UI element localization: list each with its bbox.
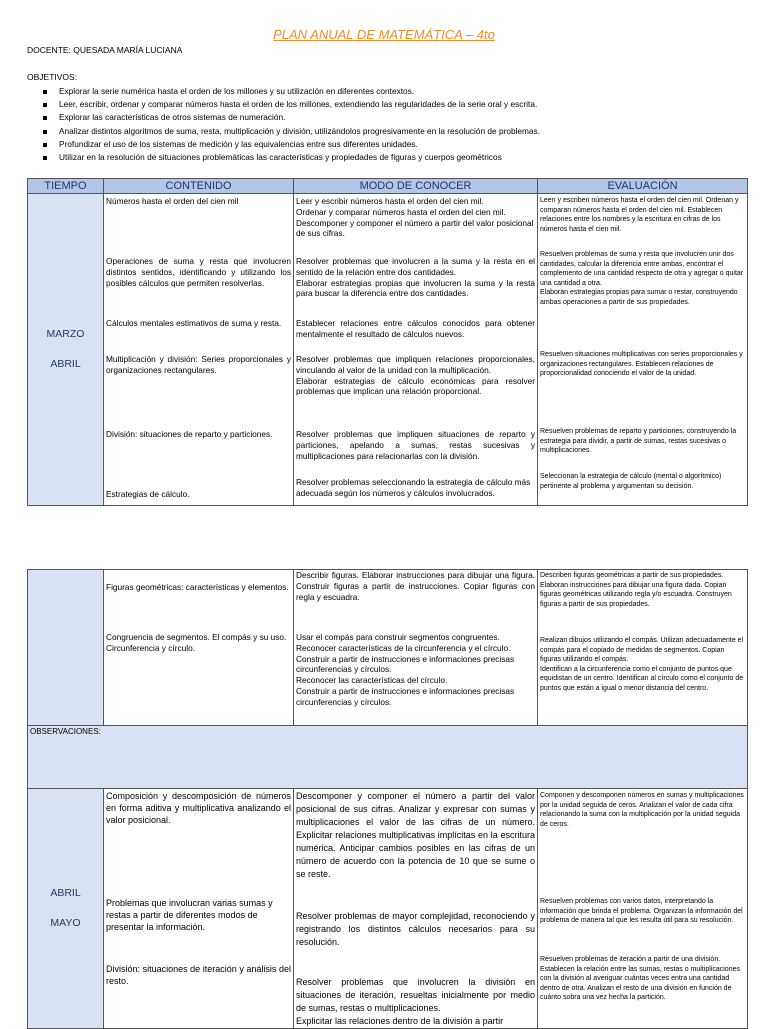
objectives-label: OBJETIVOS: — [27, 72, 78, 82]
modo-item: Resolver problemas seleccionando la estrategia de cálculo más adecuada según los números y cálculos involucrados. — [296, 477, 531, 498]
evaluacion-item: Seleccionan la estrategia de cálculo (mental o algorítmico) pertinente al problema y argumentan su decisión. — [540, 473, 722, 490]
modo-item: Establecer relaciones entre cálculos conocidos para obtener mentalmente el resultado de cálculos nuevos. — [296, 318, 535, 339]
evaluacion-cell — [538, 194, 748, 506]
tiempo-cell — [28, 570, 104, 726]
header-contenido: CONTENIDO — [104, 179, 294, 194]
modo-cell — [294, 194, 538, 506]
modo-item: Resolver problemas de mayor complejidad, reconociendo y registrando los distintos cálculos necesarios para su resolución. — [296, 911, 535, 948]
teacher-name: DOCENTE: QUESADA MARÍA LUCIANA — [27, 45, 183, 55]
header-tiempo: TIEMPO — [28, 179, 104, 194]
contenido-cell — [104, 194, 294, 506]
objective-item: Leer, escribir, ordenar y comparar números hasta el orden de los millones, extendiendo las regularidades de la serie oral y escrita. — [27, 98, 747, 111]
modo-item: Resolver problemas que impliquen relaciones proporcionales, vinculando al valor de la unidad con la multiplicación. Elaborar estrategias de cálculo económicas para resolver problemas que implican una relación proporcional. — [296, 354, 535, 397]
modo-item: Usar el compás para construir segmentos congruentes. Reconocer características de la circunferencia y el círculo. Construir a partir de instrucciones e informaciones precisas circunferencias y círculos. Reconocer las características del círculo. Construir a partir de instrucciones e informaciones precisas circunferencias y círculos. — [296, 632, 515, 707]
evaluacion-item: Resuelven problemas de reparto y particiones, construyendo la estrategia para dividir, a partir de sumas, restas sucesivas o multiplicaciones. — [540, 428, 737, 455]
month-label: ABRIL — [50, 886, 81, 899]
evaluacion-item: Resuelven situaciones multiplicativas con series proporcionales y organizaciones rectangulares. Establecen relaciones de proporcionalidad conociendo el valor de la unidad. — [540, 351, 743, 378]
evaluacion-cell — [538, 570, 748, 726]
contenido-item: División: situaciones de reparto y particiones. — [106, 429, 273, 439]
objective-item: Utilizar en la resolución de situaciones problemáticas las características y propiedades de figuras y cuerpos geométricos — [27, 151, 747, 164]
observaciones-label: OBSERVACIONES: — [30, 727, 101, 736]
modo-item: Describir figuras. Elaborar instrucciones para dibujar una figura. Construir figuras a partir de instrucciones. Copiar figuras con regla y escuadra. — [296, 570, 535, 602]
contenido-item: Números hasta el orden del cien mil — [106, 196, 239, 206]
evaluacion-item: Leen y escriben números hasta el orden del cien mil. Ordenan y comparan números hasta el orden del cien mil. Establecen relaciones entre los nombres y la escritura en cifras de los números hasta el cien mil. — [540, 197, 739, 233]
contenido-item: Operaciones de suma y resta que involucren distintos sentidos, identificando y utilizando los posibles cálculos que permiten resolverlas. — [106, 256, 291, 288]
contenido-item: Estrategias de cálculo. — [106, 489, 190, 499]
evaluacion-item: Componen y descomponen números en sumas y multiplicaciones por la unidad seguida de ceros. Analizan el valor de cada cifra relacionando la suma con la multiplicación por la unidad seguida de ceros. — [540, 792, 744, 828]
objective-item: Analizar distintos algoritmos de suma, resta, multiplicación y división, utilizándolos progresivamente en la resolución de problemas. — [27, 125, 747, 138]
contenido-item: Cálculos mentales estimativos de suma y resta. — [106, 318, 282, 328]
objective-item: Explorar las características de otros sistemas de numeración. — [27, 111, 747, 124]
tiempo-cell — [28, 194, 104, 506]
document-title: PLAN ANUAL DE MATEMÁTICA – 4to — [273, 27, 495, 42]
contenido-item: Congruencia de segmentos. El compás y su uso. Circunferencia y círculo. — [106, 632, 287, 653]
modo-item: Resolver problemas que involucren la división en situaciones de iteración, resueltas inicialmente por medio de sumas, restas o multiplicaciones. Explicitar las relaciones dentro de la división a partir — [296, 977, 535, 1027]
evaluacion-item: Resuelven problemas de suma y resta que involucren unir dos cantidades, calcular la diferencia entre ambas, encontrar el complemento de una cantidad respecto de otra y agregar o quitar una cantidad a otra. Elaboran estrategias propias para sumar o restar, construyendo ambas operaciones a partir de sus propiedades. — [540, 251, 744, 306]
contenido-cell — [104, 789, 294, 1029]
contenido-item: División: situaciones de iteración y análisis del resto. — [106, 964, 291, 987]
evaluacion-item: Resuelven problemas con varios datos, interpretando la información que brinda el problema. Organizan la información del problema de manera tal que les resulta útil para su resolución. — [540, 898, 743, 925]
contenido-item: Figuras geométricas: características y elementos. — [106, 582, 289, 592]
evaluacion-item: Describen figuras geométricas a partir de sus propiedades. Elaboran instrucciones para dibujar una figura dada. Copian figuras geométricas utilizando regla y/o escuadra. Construyen figuras a partir de sus propiedades. — [540, 572, 732, 608]
modo-item: Resolver problemas que involucren a la suma y la resta en el sentido de la relación entre dos cantidades. Elaborar estrategias propias que involucren la suma y la resta para buscar la diferencia entre dos cantidades. — [296, 256, 535, 299]
modo-item: Resolver problemas que impliquen situaciones de reparto y particiones, apelando a sumas, restas sucesivas y multiplicaciones para relacionarlas con la división. — [296, 429, 535, 461]
month-label: MAYO — [50, 916, 81, 929]
evaluacion-item: Realizan dibujos utilizando el compás. Utilizan adecuadamente el compás para el copiado de medidas de segmentos. Copian figuras utilizando el compás. Identifican a la circunferencia como el conjunto de puntos que equidistan de un centro. Identifican al círculo como el conjunto de puntos que están a igual o menor distancia del centro. — [540, 637, 744, 692]
tiempo-cell — [28, 789, 104, 1029]
objective-item: Profundizar el uso de los sistemas de medición y las equivalencias entre sus diferentes unidades. — [27, 138, 747, 151]
modo-item: Leer y escribir números hasta el orden del cien mil. Ordenar y comparar números hasta el orden del cien mil. Descomponer y componer el número a partir del valor posicional de sus cifras. — [296, 196, 534, 239]
objective-item: Explorar la serie numérica hasta el orden de los millones y su utilización en diferentes contextos. — [27, 85, 747, 98]
evaluacion-cell — [538, 789, 748, 1029]
plan-table-marzo-abril — [27, 178, 748, 506]
month-label: ABRIL — [50, 357, 81, 370]
objectives-list — [27, 85, 747, 164]
modo-cell — [294, 570, 538, 726]
contenido-item: Multiplicación y división: Series proporcionales y organizaciones rectangulares. — [106, 354, 291, 375]
header-evaluacion: EVALUACIÓN — [538, 179, 748, 194]
contenido-cell — [104, 570, 294, 726]
modo-cell — [294, 789, 538, 1029]
evaluacion-item: Resuelven problemas de iteración a partir de una división. Establecen la relación entre las sumas, restas o multiplicaciones con la división al averiguar cuántas veces entra una cantidad dentro de otra. Analizan el resto de una división en función de cuánto sobra una vez hecha la partición. — [540, 956, 740, 1002]
observaciones-row — [28, 726, 748, 789]
month-label: MARZO — [46, 327, 85, 340]
plan-table-geometria — [27, 569, 748, 1029]
contenido-item: Problemas que involucran varias sumas y restas a partir de diferentes modos de presentar la información. — [106, 898, 273, 933]
contenido-item: Composición y descomposición de números en forma aditiva y multiplicativa analizando el valor posicional. — [106, 791, 291, 826]
header-modo-de-conocer: MODO DE CONOCER — [294, 179, 538, 194]
modo-item: Descomponer y componer el número a partir del valor posicional de sus cifras. Analizar y expresar con sumas y multiplicaciones el valor de las cifras de un número. Explicitar relaciones multiplicativas implícitas en la escritura numérica. Anticipar cambios posibles en las cifras de un número de acuerdo con la potencia de 10 que se sume o se reste. — [296, 791, 535, 880]
